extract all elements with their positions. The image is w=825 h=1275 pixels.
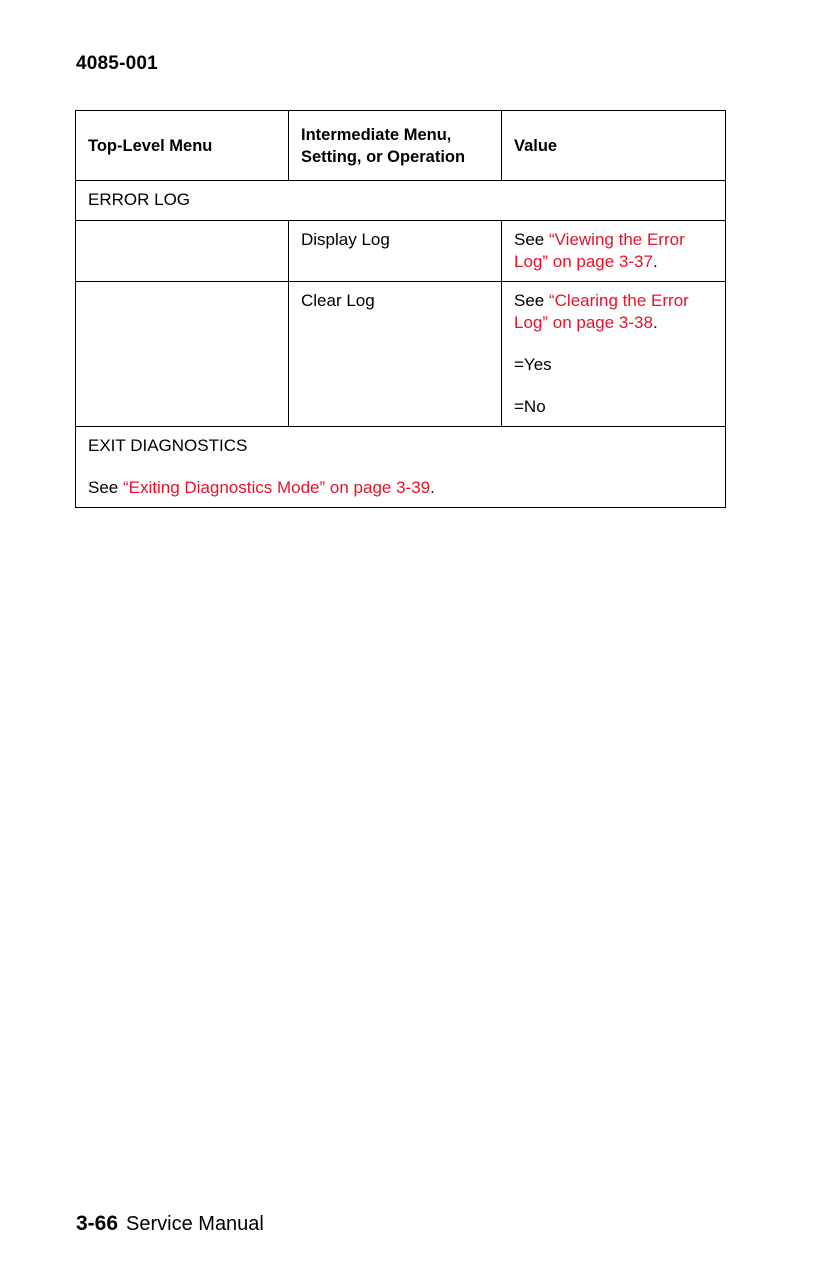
clear-log-reference [514,290,713,334]
error-log-section-row [76,181,726,221]
period: . [652,313,658,332]
option-no: =No [514,397,546,416]
clear-log-operation: Clear Log [289,282,502,427]
display-log-value [502,221,726,282]
footer-title: Service Manual [126,1213,264,1235]
see-text: See [514,230,549,249]
display-log-operation: Display Log [289,221,502,282]
error-log-section-label: ERROR LOG [76,181,726,221]
page-footer [76,1212,264,1236]
diagnostics-menu-table [75,110,726,508]
exit-diagnostics-reference [88,477,713,499]
column-header-top-level: Top-Level Menu [76,111,289,181]
period: . [652,252,658,271]
see-text: See [88,478,123,497]
exit-diagnostics-section-row [76,427,726,508]
table-row [76,282,726,427]
document-id: 4085-001 [76,53,158,74]
viewing-error-log-link[interactable]: “Viewing the Error Log” on page 3-37 [514,230,685,271]
option-yes: =Yes [514,355,552,374]
exit-diagnostics-cell [76,427,726,508]
clear-log-value [502,282,726,427]
period: . [430,478,435,497]
column-header-value: Value [502,111,726,181]
empty-cell [76,282,289,427]
page-number: 3-66 [76,1212,119,1235]
see-text: See [514,291,549,310]
column-header-intermediate: Intermediate Menu, Setting, or Operation [289,111,502,181]
exiting-diagnostics-mode-link[interactable]: “Exiting Diagnostics Mode” on page 3-39 [122,478,431,497]
table-header-row [76,111,726,181]
clearing-error-log-link[interactable]: “Clearing the Error Log” on page 3-38 [514,291,689,332]
table-row [76,221,726,282]
exit-diagnostics-section-label: EXIT DIAGNOSTICS [88,436,248,455]
empty-cell [76,221,289,282]
